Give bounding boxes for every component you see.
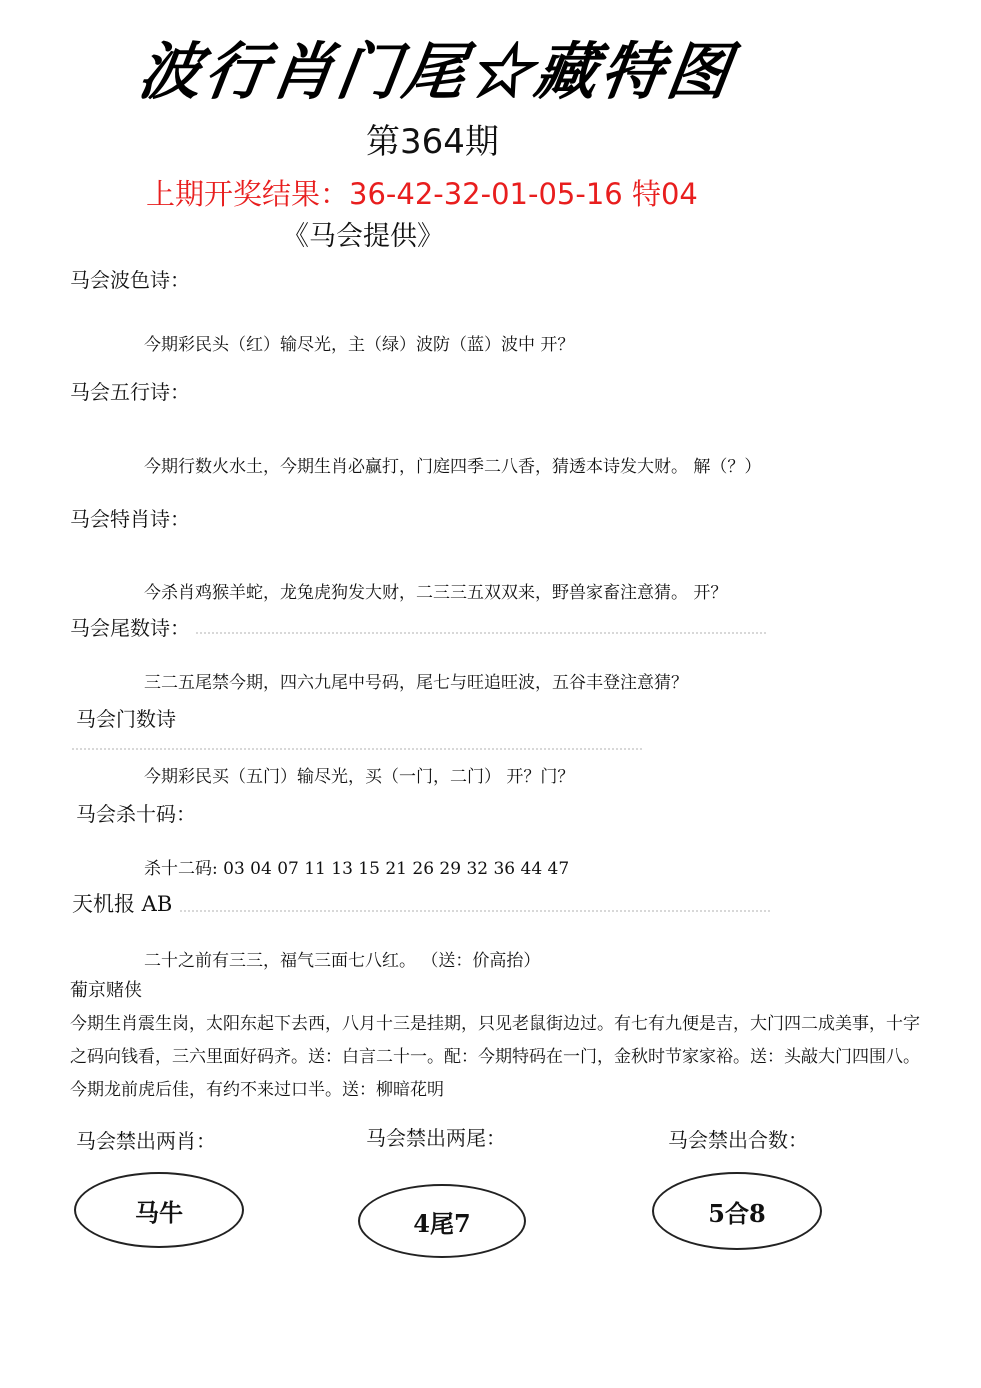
section-text-door-poem: 今期彩民买（五门）输尽光，买（一门，二门） 开？门？ bbox=[144, 767, 575, 787]
section-label-door-poem: 马会门数诗 bbox=[76, 707, 176, 731]
section-label-zodiac-poem: 马会特肖诗： bbox=[70, 507, 190, 531]
section-label-color-poem: 马会波色诗： bbox=[70, 268, 190, 292]
dotted-divider bbox=[196, 632, 766, 634]
section-text-zodiac-poem: 今杀肖鸡猴羊蛇，龙兔虎狗发大财，二三三五双双来，野兽家畜注意猜。 开？ bbox=[144, 583, 728, 603]
ban-oval-zodiac bbox=[74, 1172, 244, 1248]
gamble-text: 今期生肖震生岗，太阳东起下去西，八月十三是挂期，只见老鼠街边过。有七有九便是吉，大门四二成美事，十字之码向钱看，三六里面好码齐。送：白言二十一。配：今期特码在一门，金秋时节家家裕。送：头敲大门四围八。今期龙前虎后佳，有约不来过口半。送：柳暗花明 bbox=[70, 1014, 920, 1100]
ban-label-tail: 马会禁出两尾： bbox=[366, 1126, 506, 1150]
ban-value-tail: 4尾7 bbox=[413, 1208, 471, 1238]
section-label-tail-poem: 马会尾数诗： bbox=[70, 616, 190, 640]
ban-label-zodiac: 马会禁出两肖： bbox=[76, 1129, 216, 1153]
gamble-label: 葡京赌侠 bbox=[70, 980, 142, 1001]
section-label-tianji: 天机报 AB bbox=[72, 892, 173, 916]
section-text-kill-numbers: 杀十二码: 03 04 07 11 13 15 21 26 29 32 36 44 47 bbox=[144, 859, 570, 879]
section-label-kill-numbers: 马会杀十码： bbox=[76, 802, 196, 826]
section-label-five-elements-poem: 马会五行诗： bbox=[70, 380, 190, 404]
ban-value-zodiac: 马牛 bbox=[135, 1197, 183, 1227]
section-text-five-elements-poem: 今期行数火水土，今期生肖必赢打，门庭四季二八香，猜透本诗发大财。 解（？） bbox=[144, 457, 762, 477]
ban-value-sum: 5合8 bbox=[708, 1198, 766, 1228]
ban-label-sum: 马会禁出合数： bbox=[668, 1128, 808, 1152]
source-note: 《马会提供》 bbox=[282, 221, 444, 252]
section-text-tianji: 二十之前有三三，福气三面七八红。 （送：价高抬） bbox=[144, 951, 541, 971]
section-text-tail-poem: 三二五尾禁今期，四六九尾中号码，尾七与旺追旺波，五谷丰登注意猜？ bbox=[144, 673, 688, 693]
issue-number: 第364期 bbox=[366, 122, 499, 162]
ban-oval-tail bbox=[358, 1184, 526, 1258]
dotted-divider bbox=[180, 910, 770, 912]
last-result: 上期开奖结果：36-42-32-01-05-16 特04 bbox=[146, 177, 698, 211]
dotted-divider bbox=[72, 748, 642, 750]
section-text-color-poem: 今期彩民头（红）输尽光，主（绿）波防（蓝）波中 开？ bbox=[144, 335, 575, 355]
ban-oval-sum bbox=[652, 1172, 822, 1250]
page-title: 波行肖门尾☆藏特图 bbox=[134, 35, 739, 108]
